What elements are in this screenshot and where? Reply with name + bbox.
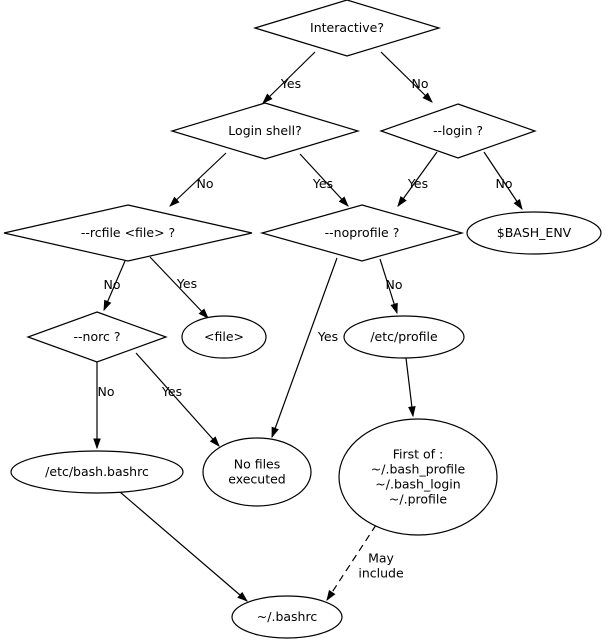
edge-label-interactive-to-login_opt: No [411, 75, 429, 91]
node-label-bash_bashrc: /etc/bash.bashrc [45, 463, 149, 479]
node-noprofile[interactable] [262, 205, 462, 261]
edge-label-rcfile-to-norc: No [103, 276, 121, 292]
node-label-login_opt: --login ? [432, 122, 484, 138]
node-label-noprofile: --noprofile ? [324, 224, 400, 240]
node-label-no_files: No files executed [228, 456, 286, 486]
node-label-etc_profile: /etc/profile [370, 328, 438, 344]
node-rcfile[interactable] [4, 205, 252, 261]
edge-norc-to-no_files [136, 353, 219, 446]
nodes-layer [4, 0, 601, 638]
edge-label-first_of-to-bashrc: May include [358, 550, 404, 580]
node-bash_bashrc[interactable] [11, 451, 183, 493]
edge-label-norc-to-bash_bashrc: No [97, 383, 115, 399]
node-file_node[interactable] [182, 316, 266, 358]
node-label-login_shell: Login shell? [228, 122, 302, 138]
node-label-bashrc: ~/.bashrc [256, 608, 318, 624]
edge-label-login_shell-to-noprofile: Yes [312, 175, 334, 191]
edge-label-noprofile-to-no_files: Yes [317, 328, 339, 344]
edge-label-norc-to-no_files: Yes [161, 383, 183, 399]
node-bashrc[interactable] [232, 596, 342, 638]
edge-label-login_opt-to-bash_env: No [495, 175, 513, 191]
edge-label-rcfile-to-file_node: Yes [176, 275, 198, 291]
node-label-rcfile: --rcfile <file> ? [80, 224, 176, 240]
node-no_files[interactable] [203, 438, 311, 506]
node-label-file_node: <file> [204, 328, 244, 344]
node-first_of[interactable] [339, 419, 497, 535]
edge-label-login_opt-to-noprofile: Yes [407, 175, 429, 191]
node-label-bash_env: $BASH_ENV [496, 224, 572, 240]
node-label-first_of: First of : ~/.bash_profile ~/.bash_login ~/.profile [370, 446, 466, 506]
edge-noprofile-to-no_files [272, 258, 337, 437]
edge-bash_bashrc-to-bashrc [120, 492, 247, 601]
node-interactive[interactable] [255, 0, 439, 56]
edge-label-login_shell-to-rcfile: No [196, 175, 214, 191]
edge-etc_profile-to-first_of [406, 358, 413, 416]
node-label-norc: --norc ? [73, 328, 121, 344]
edge-label-noprofile-to-etc_profile: No [385, 276, 403, 292]
node-norc[interactable] [28, 312, 166, 362]
node-bash_env[interactable] [467, 212, 601, 254]
node-login_shell[interactable] [172, 103, 358, 159]
node-login_opt[interactable] [381, 104, 535, 158]
node-label-interactive: Interactive? [310, 19, 384, 35]
node-etc_profile[interactable] [344, 316, 464, 358]
edge-label-interactive-to-login_shell: Yes [280, 75, 302, 91]
